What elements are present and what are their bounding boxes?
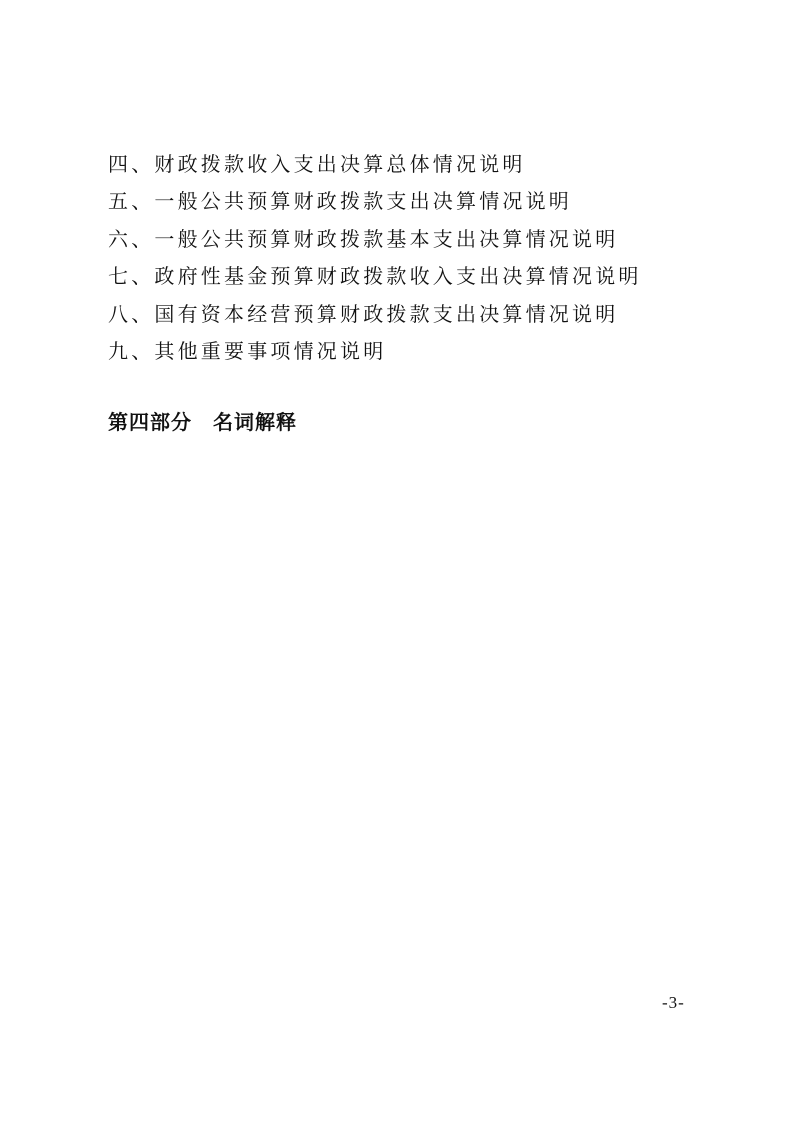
toc-item-five: 五、一般公共预算财政拨款支出决算情况说明: [108, 189, 572, 214]
section-heading: 第四部分 名词解释: [108, 410, 297, 434]
toc-item-four: 四、财政拨款收入支出决算总体情况说明: [108, 152, 526, 176]
toc-item-six: 六、一般公共预算财政拨款基本支出决算情况说明: [108, 226, 619, 251]
table-of-contents: [108, 146, 708, 370]
toc-item-nine: 九、其他重要事项情况说明: [108, 338, 387, 363]
toc-item-eight: 八、国有资本经营预算财政拨款支出决算情况说明: [108, 301, 619, 326]
toc-item-seven: 七、政府性基金预算财政拨款收入支出决算情况说明: [108, 264, 642, 289]
page-number: -3-: [662, 993, 685, 1012]
